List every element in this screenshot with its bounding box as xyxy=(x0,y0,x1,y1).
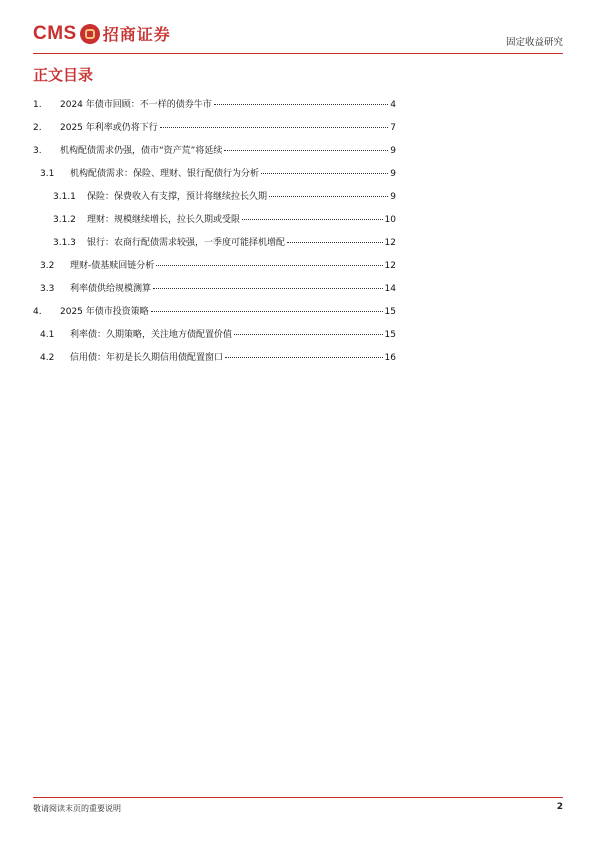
toc-entry-title: 2024 年债市回顾：不一样的债券牛市 xyxy=(60,100,212,110)
table-of-contents xyxy=(33,97,396,373)
toc-entry-number: 3.1.1 xyxy=(53,192,76,202)
toc-entry-number: 4.2 xyxy=(40,353,55,363)
toc-dot-leader xyxy=(287,242,383,243)
toc-entry-title: 机构配债需求：保险、理财、银行配债行为分析 xyxy=(70,169,260,179)
toc-entry-title: 利率债：久期策略，关注地方债配置价值 xyxy=(70,330,233,340)
header-divider xyxy=(33,53,563,54)
toc-entry[interactable] xyxy=(33,350,396,373)
report-category: 固定收益研究 xyxy=(505,37,563,48)
toc-entry[interactable] xyxy=(33,304,396,327)
toc-dot-leader xyxy=(160,127,389,128)
toc-entry[interactable] xyxy=(33,143,396,166)
toc-entry[interactable] xyxy=(33,189,396,212)
toc-entry-page: 4 xyxy=(390,100,396,110)
toc-entry[interactable] xyxy=(33,97,396,120)
toc-entry[interactable] xyxy=(33,212,396,235)
page-number: 2 xyxy=(556,802,563,812)
page-header xyxy=(33,20,563,53)
toc-dot-leader xyxy=(225,357,383,358)
logo-badge-icon xyxy=(80,24,100,44)
toc-entry-title: 保险：保费收入有支撑，预计将继续拉长久期 xyxy=(87,192,268,202)
toc-entry[interactable] xyxy=(33,120,396,143)
toc-dot-leader xyxy=(151,311,383,312)
toc-dot-leader xyxy=(269,196,388,197)
toc-dot-leader xyxy=(242,219,383,220)
footer-divider xyxy=(33,797,563,798)
toc-entry-page: 12 xyxy=(384,261,396,271)
toc-entry-page: 16 xyxy=(384,353,396,363)
toc-entry-number: 3.1.2 xyxy=(53,215,76,225)
toc-entry-number: 3.1 xyxy=(40,169,55,179)
toc-entry-number: 3.3 xyxy=(40,284,55,294)
toc-entry[interactable] xyxy=(33,235,396,258)
toc-entry-page: 14 xyxy=(384,284,396,294)
toc-entry-page: 7 xyxy=(390,123,396,133)
toc-entry-number: 3.1.3 xyxy=(53,238,76,248)
toc-entry-number: 3.2 xyxy=(40,261,55,271)
toc-entry-number: 1. xyxy=(33,100,42,110)
toc-entry-number: 4.1 xyxy=(40,330,55,340)
toc-dot-leader xyxy=(224,150,388,151)
company-logo xyxy=(33,22,171,45)
toc-entry-title: 利率债供给规模测算 xyxy=(70,284,152,294)
toc-entry-title: 2025 年债市投资策略 xyxy=(60,307,149,317)
toc-entry-page: 15 xyxy=(384,330,396,340)
toc-entry-number: 4. xyxy=(33,307,42,317)
toc-dot-leader xyxy=(261,173,388,174)
toc-dot-leader xyxy=(214,104,388,105)
toc-dot-leader xyxy=(234,334,383,335)
toc-entry[interactable] xyxy=(33,327,396,350)
toc-dot-leader xyxy=(153,288,383,289)
toc-entry-page: 9 xyxy=(390,192,396,202)
logo-chinese: 招商证券 xyxy=(102,25,171,44)
toc-entry-title: 银行：农商行配债需求较强，一季度可能择机增配 xyxy=(87,238,286,248)
toc-entry-page: 10 xyxy=(384,215,396,225)
toc-title: 正文目录 xyxy=(33,66,94,84)
toc-entry-title: 机构配债需求仍强，债市“资产荒”将延续 xyxy=(60,146,223,156)
toc-entry-title: 理财-债基赎回链分析 xyxy=(70,261,155,271)
disclaimer-note: 敬请阅读末页的重要说明 xyxy=(33,804,121,813)
toc-entry[interactable] xyxy=(33,166,396,189)
toc-entry-page: 9 xyxy=(390,146,396,156)
toc-entry-title: 信用债：年初是长久期信用债配置窗口 xyxy=(70,353,224,363)
logo-latin: CMS xyxy=(33,22,77,44)
toc-entry-title: 理财：规模继续增长，拉长久期或受限 xyxy=(87,215,241,225)
toc-entry-number: 3. xyxy=(33,146,42,156)
toc-entry-page: 12 xyxy=(384,238,396,248)
toc-entry-number: 2. xyxy=(33,123,42,133)
toc-entry-title: 2025 年利率或仍将下行 xyxy=(60,123,158,133)
toc-dot-leader xyxy=(156,265,382,266)
toc-entry-page: 15 xyxy=(384,307,396,317)
toc-entry[interactable] xyxy=(33,258,396,281)
toc-entry-page: 9 xyxy=(390,169,396,179)
toc-entry[interactable] xyxy=(33,281,396,304)
